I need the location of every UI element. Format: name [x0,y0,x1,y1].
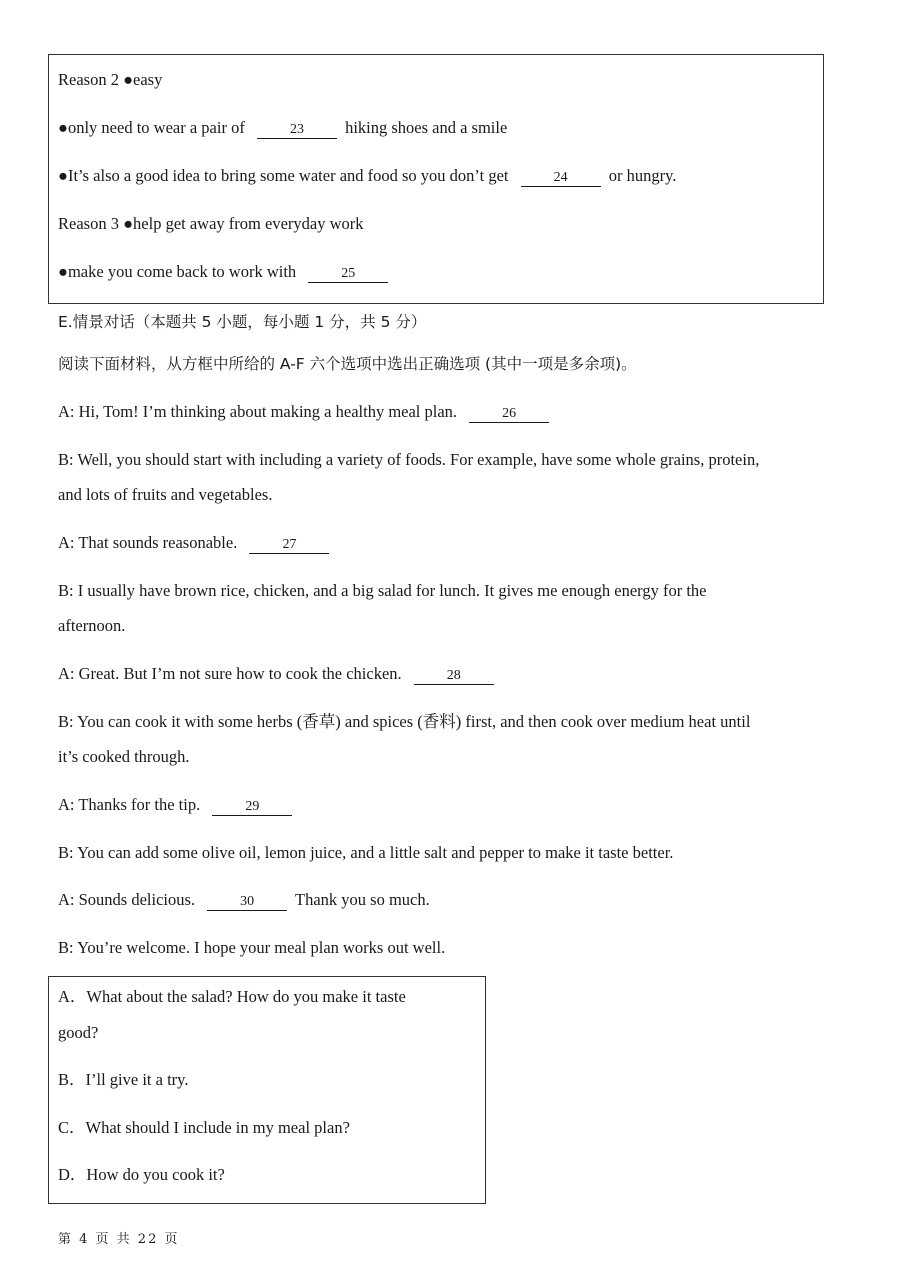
dialogue-text: A: Thanks for the tip. [58,795,201,814]
section-e-title: E.情景对话（本题共 5 小题，每小题 1 分，共 5 分） [58,313,427,331]
dialogue-line-10: B: You’re welcome. I hope your meal plan works out well. [58,938,446,957]
option-d: D．How do you cook it? [58,1165,225,1184]
blank-24: 24 [521,170,601,187]
option-c: C．What should I include in my meal plan? [58,1118,350,1137]
dialogue-line-2b: and lots of fruits and vegetables. [58,485,273,504]
reason3-point1-text: ●make you come back to work with [58,262,297,281]
reason3-point1 [58,261,392,283]
blank-28: 28 [414,668,494,685]
blank-29: 29 [212,799,292,816]
reason2-point2-after: or hungry. [608,166,677,185]
option-a-line1: A．What about the salad? How do you make it taste [58,987,406,1006]
dialogue-text: A: Hi, Tom! I’m thinking about making a healthy meal plan. [58,402,458,421]
dialogue-text-after: Thank you so much. [295,890,430,909]
blank-26: 26 [469,406,549,423]
reason2-heading: Reason 2 ●easy [58,70,163,89]
dialogue-line-9 [58,889,430,911]
reason2-point1-text: ●only need to wear a pair of [58,118,245,137]
reason2-point2 [58,165,676,187]
reason2-point1-after: hiking shoes and a smile [345,118,508,137]
page-number: 第 4 页 共 22 页 [58,1232,180,1247]
dialogue-line-4b: afternoon. [58,616,126,635]
dialogue-line-6b: it’s cooked through. [58,747,190,766]
blank-23: 23 [257,122,337,139]
blank-30: 30 [207,894,287,911]
dialogue-line-4a: B: I usually have brown rice, chicken, and a big salad for lunch. It gives me enough energy for the [58,581,707,600]
option-a-line2: good? [58,1023,99,1042]
dialogue-line-5 [58,663,498,685]
dialogue-text: A: Great. But I’m not sure how to cook the chicken. [58,664,402,683]
option-b: B．I’ll give it a try. [58,1070,189,1089]
dialogue-line-1 [58,401,553,423]
dialogue-line-7 [58,794,296,816]
section-e-instruction: 阅读下面材料，从方框中所给的 A-F 六个选项中选出正确选项 (其中一项是多余项)。 [58,355,637,373]
dialogue-line-8: B: You can add some olive oil, lemon juice, and a little salt and pepper to make it taste better. [58,843,674,862]
dialogue-line-2a: B: Well, you should start with including a variety of foods. For example, have some whole grains, protein, [58,450,760,469]
dialogue-text: A: That sounds reasonable. [58,533,238,552]
reason3-heading: Reason 3 ●help get away from everyday work [58,214,364,233]
blank-25: 25 [308,266,388,283]
dialogue-line-6a: B: You can cook it with some herbs (香草) and spices (香料) first, and then cook over medium heat until [58,712,751,731]
dialogue-line-3 [58,532,333,554]
blank-27: 27 [249,537,329,554]
dialogue-text: A: Sounds delicious. [58,890,196,909]
reason2-point1 [58,117,507,139]
reason2-point2-text: ●It’s also a good idea to bring some water and food so you don’t get [58,166,509,185]
